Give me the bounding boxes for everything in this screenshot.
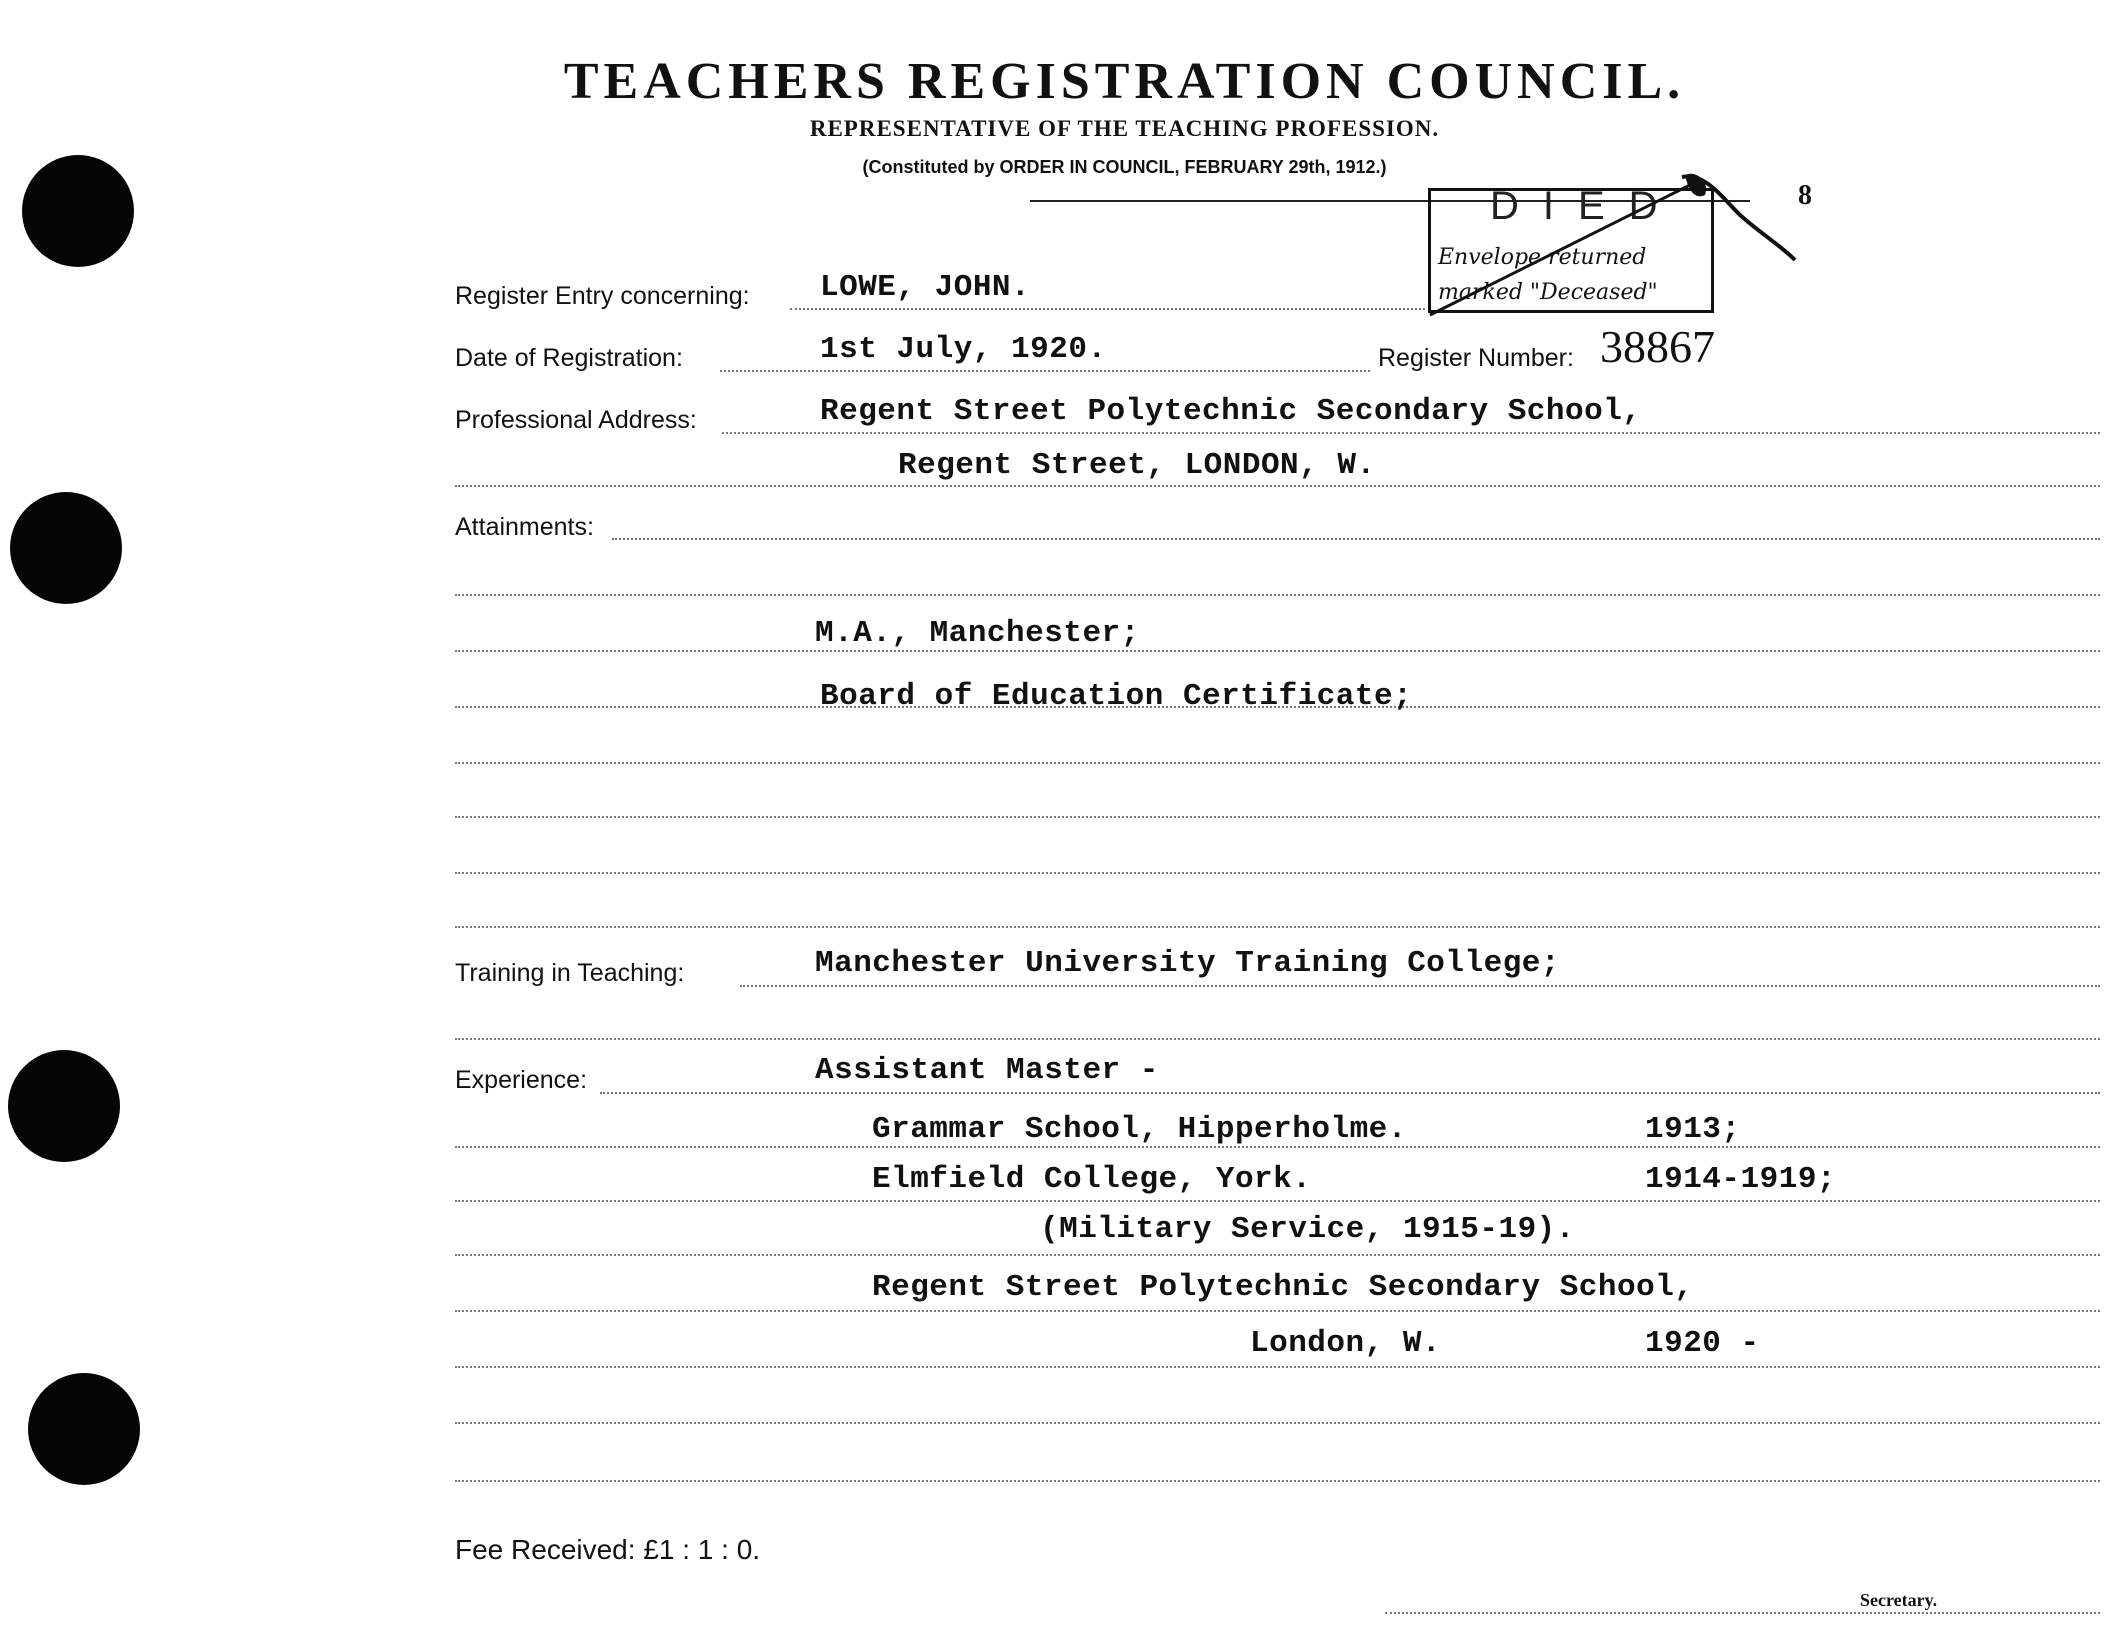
entry-label: Register Entry concerning: [455, 282, 750, 310]
address-dots-2 [455, 485, 2100, 487]
punch-hole-3 [8, 1050, 120, 1162]
attainments-dots-3 [455, 650, 2100, 652]
punch-hole-4 [28, 1373, 140, 1485]
experience-4-place: Regent Street Polytechnic Secondary School, [872, 1270, 1694, 1305]
experience-dots-1 [600, 1092, 2100, 1094]
experience-1-years: 1913; [1645, 1112, 1741, 1147]
experience-2-place: Elmfield College, York. [872, 1162, 1312, 1197]
training-label: Training in Teaching: [455, 959, 685, 987]
date-value: 1st July, 1920. [820, 332, 1107, 367]
stamp-note-line2: marked "Deceased" [1438, 280, 1658, 305]
address-dots-1 [722, 432, 2100, 434]
attainments-dots-6 [455, 816, 2100, 818]
training-dots [740, 985, 2100, 987]
training-dots-2 [455, 1038, 2100, 1040]
secretary-label: Secretary. [1860, 1590, 1938, 1610]
attainment-2: Board of Education Certificate; [820, 679, 1413, 714]
attainments-dots-8 [455, 926, 2100, 928]
date-dots [720, 370, 1370, 372]
regno-label: Register Number: [1378, 344, 1574, 372]
attainments-dots-7 [455, 872, 2100, 874]
experience-1-place: Grammar School, Hipperholme. [872, 1112, 1407, 1147]
document-subtitle: REPRESENTATIVE OF THE TEACHING PROFESSION. [809, 116, 1440, 141]
entry-value: LOWE, JOHN. [820, 270, 1031, 305]
punch-hole-2 [10, 492, 122, 604]
date-label: Date of Registration: [455, 344, 683, 372]
experience-dots-3 [455, 1200, 2100, 1202]
document-title: TEACHERS REGISTRATION COUNCIL. [563, 53, 1686, 110]
training-value: Manchester University Training College; [815, 946, 1561, 981]
experience-5-place: London, W. [1250, 1326, 1442, 1361]
secretary-dots [1385, 1612, 2100, 1614]
fee-received: Fee Received: £1 : 1 : 0. [455, 1534, 761, 1565]
stamp-died-text: DIED [1490, 184, 1682, 228]
experience-dots-7 [455, 1422, 2100, 1424]
attainments-label: Attainments: [455, 513, 594, 541]
entry-dots [790, 308, 1425, 310]
experience-heading: Assistant Master - [815, 1053, 1159, 1088]
experience-label: Experience: [455, 1066, 588, 1094]
address-line1: Regent Street Polytechnic Secondary School, [820, 394, 1642, 429]
experience-dots-6 [455, 1366, 2100, 1368]
address-line2: Regent Street, LONDON, W. [898, 448, 1376, 483]
experience-5-years: 1920 - [1645, 1326, 1760, 1361]
experience-dots-8 [455, 1480, 2100, 1482]
stamp-note-line1: Envelope returned [1438, 245, 1647, 270]
corner-mark: 8 [1798, 180, 1812, 211]
experience-dots-4 [455, 1254, 2100, 1256]
experience-2-years: 1914-1919; [1645, 1162, 1837, 1197]
attainments-dots-1 [612, 538, 2100, 540]
attainments-dots-5 [455, 762, 2100, 764]
experience-dots-5 [455, 1310, 2100, 1312]
experience-3-place: (Military Service, 1915-19). [1040, 1212, 1575, 1247]
stamp-strike-line [1420, 165, 1800, 325]
constituted-note: (Constituted by ORDER IN COUNCIL, FEBRUARY 29th, 1912.) [862, 157, 1387, 177]
regno-value: 38867 [1600, 321, 1715, 372]
address-label: Professional Address: [455, 406, 697, 434]
attainments-dots-2 [455, 594, 2100, 596]
attainment-1: M.A., Manchester; [815, 616, 1140, 651]
